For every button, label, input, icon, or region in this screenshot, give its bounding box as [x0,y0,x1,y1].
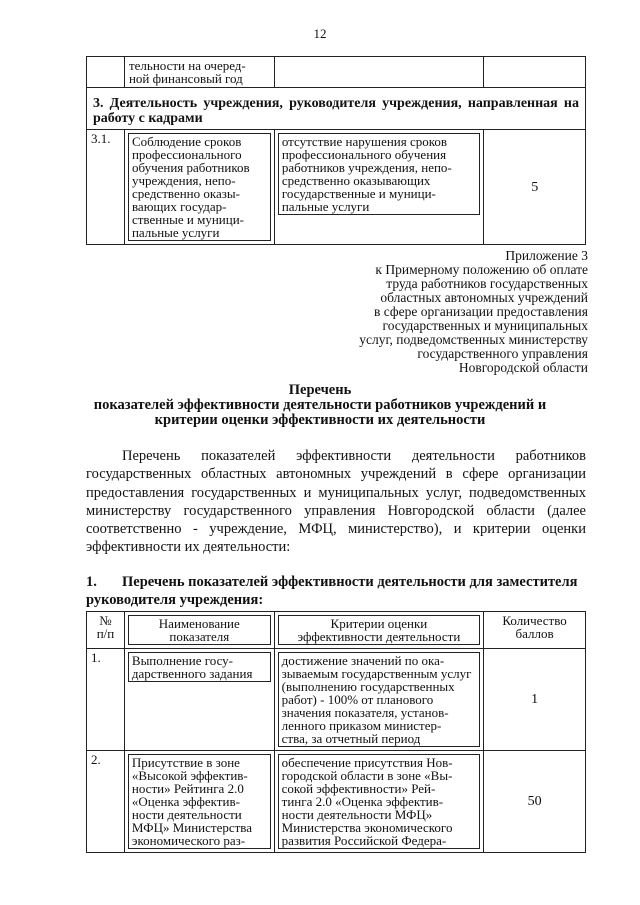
indicator-box [128,754,271,849]
criteria-cell [274,751,483,853]
indicator-line: ности деятельности [131,807,242,822]
indicator-line: средственно оказы- [131,186,240,201]
indicator-line: ственные и муници- [131,212,244,227]
criteria-box [278,652,480,747]
header-line: Критерии оценки [330,616,428,631]
title-line: показателей эффективности деятельности работников учреждений и [93,397,547,413]
criteria-line: ности деятельности МФЦ» [281,807,433,822]
section-1-title: Перечень показателей эффективности деятельности для заместителя руководителя учреждения: [86,574,578,608]
header-line: эффективности деятельности [297,629,461,644]
criteria-line: отсутствие нарушения сроков [281,134,448,149]
criteria-cell [274,130,484,245]
indicator-cell [124,649,274,751]
row-number: 2. [87,751,125,853]
appendix-line: государственного управления [417,346,588,361]
intro-text: Перечень показателей эффективности деятельности работников государственных областных автономных учреждений в сфере организации предоставления государственных и муниципальных услуг, подведомственных министерству государственного управления Новгородской области (далее соответственно - учреждение, МФЦ, министерство), и критерии оценки эффективности их деятельности: [86,448,586,556]
criteria-box [278,133,481,215]
indicator-line: дарственного задания [131,666,253,681]
appendix-line: услуг, подведомственных министерству [359,332,588,347]
criteria-line: профессионального обучения [281,147,447,162]
indicator-line: экономического раз- [131,833,246,848]
document-title [60,383,580,428]
indicator-line: Выполнение госу- [131,653,234,668]
indicator-cell [124,751,274,853]
indicator-box [128,652,271,682]
title-line: критерии оценки эффективности их деятельности [154,412,486,428]
table-cell [484,57,586,88]
indicator-line: обучения работников [131,160,250,175]
criteria-line: значения показателя, установ- [281,705,449,720]
appendix-line: областных автономных учреждений [380,290,588,305]
appendix-header [298,249,588,375]
indicator-line: Присутствие в зоне [131,755,240,770]
header-criteria-box [278,615,480,645]
table-cell [124,57,274,88]
header-num [87,612,125,649]
points-cell: 1 [484,649,586,751]
points-cell: 5 [484,130,586,245]
criteria-line: ленного приказом министер- [281,718,442,733]
indicator-table-continued [86,56,586,245]
criteria-line: городской области в зоне «Вы- [281,768,453,783]
indicator-line: учреждения, непо- [131,173,236,188]
criteria-line: средственно оказывающих [281,173,431,188]
appendix-line: к Примерному положению об оплате [375,262,588,277]
intro-paragraph [86,447,586,557]
appendix-line: Приложение 3 [505,248,588,263]
indicator-line: вающих государ- [131,199,227,214]
indicator-line: пальные услуги [131,225,220,240]
indicator-line: ности» Рейтинга 2.0 [131,781,244,796]
criteria-line: Министерства экономического [281,820,453,835]
indicator-cell [124,130,274,245]
section-1-heading [86,573,586,609]
table-cell [87,57,125,88]
header-line: п/п [96,626,115,641]
header-points [484,612,586,649]
appendix-line: в сфере организации предоставления [374,304,588,319]
indicator-line: профессионального [131,147,242,162]
table-header-row [87,612,586,649]
criteria-line: развития Российской Федера- [281,833,447,848]
indicator-line: Соблюдение сроков [131,134,242,149]
header-line: № [99,613,112,628]
appendix-line: государственных и муниципальных [382,318,588,333]
indicator-table [86,611,586,853]
indicator-line: «Высокой эффектив- [131,768,248,783]
table-row [87,649,586,751]
criteria-line: достижение значений по ока- [281,653,445,668]
indicator-box [128,133,271,241]
section-1-number: 1. [86,574,97,590]
criteria-line: тинга 2.0 «Оценка эффектив- [281,794,444,809]
criteria-cell [274,649,483,751]
table-row [87,57,586,88]
header-criteria [274,612,483,649]
header-line: Наименование [158,616,240,631]
points-cell: 50 [484,751,586,853]
table-row [87,130,586,245]
header-name-box [128,615,271,645]
criteria-line: государственные и муници- [281,186,436,201]
appendix-line: труда работников государственных [386,276,588,291]
header-line: баллов [515,626,554,641]
table-row [87,751,586,853]
row-number: 3.1. [87,130,125,245]
row-number: 1. [87,649,125,751]
header-line: Количество [502,613,567,628]
criteria-line: работ) - 100% от планового [281,692,434,707]
indicator-line: тельности на очеред- [128,58,246,73]
page-number: 12 [313,26,327,41]
criteria-line: ства, за отчетный период [281,731,421,746]
appendix-line: Новгородской области [458,360,588,375]
criteria-box [278,754,480,849]
criteria-line: работников учреждения, непо- [281,160,452,175]
header-name [124,612,274,649]
header-line: показателя [169,629,230,644]
criteria-line: (выполнению государственных [281,679,455,694]
table-cell [274,57,484,88]
criteria-line: обеспечение присутствия Нов- [281,755,453,770]
indicator-line: ной финансовый год [128,71,243,86]
criteria-line: зываемым государственным услуг [281,666,472,681]
indicator-line: МФЦ» Министерства [131,820,253,835]
indicator-line: «Оценка эффектив- [131,794,240,809]
title-line: Перечень [288,382,352,398]
section-row [87,88,586,130]
section-3-title: 3. Деятельность учреждения, руководителя учреждения, направленная на работу с кадрами [87,88,586,130]
criteria-line: пальные услуги [281,199,370,214]
criteria-line: сокой эффективности» Рей- [281,781,436,796]
